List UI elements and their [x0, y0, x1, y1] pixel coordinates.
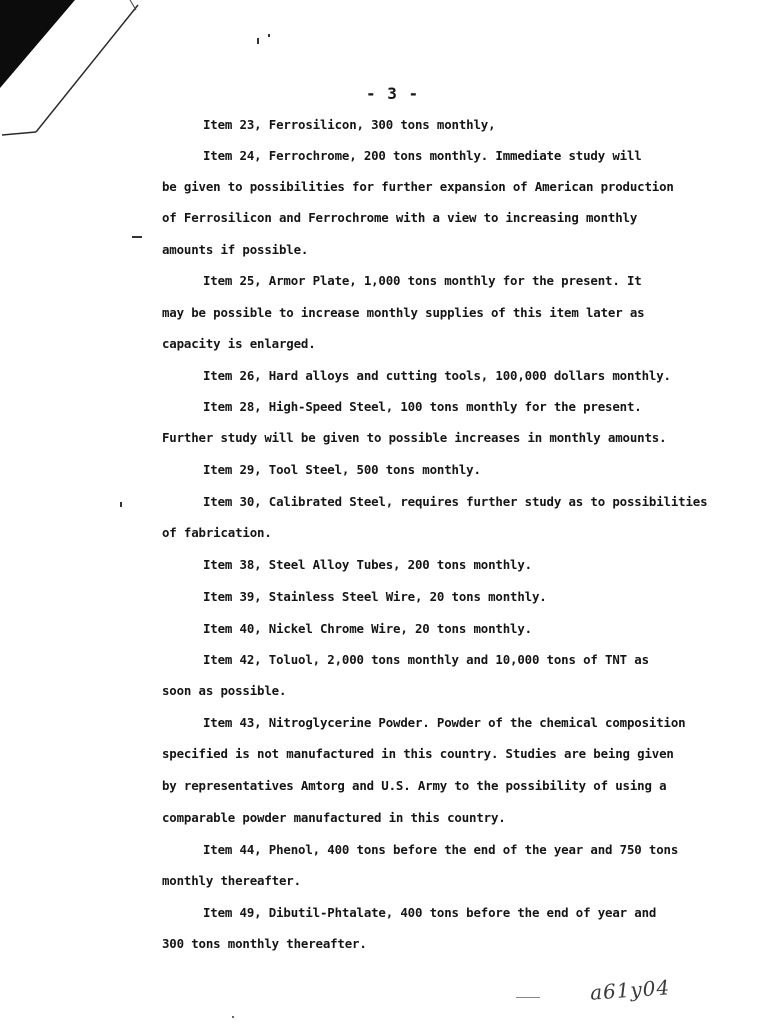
text-line: Item 40, Nickel Chrome Wire, 20 tons monthly. — [203, 621, 532, 636]
scan-speck — [268, 34, 270, 37]
text-line: Item 39, Stainless Steel Wire, 20 tons monthly. — [203, 589, 547, 604]
text-line: Item 29, Tool Steel, 500 tons monthly. — [203, 462, 481, 477]
text-line: amounts if possible. — [162, 242, 309, 257]
text-line: Item 38, Steel Alloy Tubes, 200 tons monthly. — [203, 557, 532, 572]
text-line: by representatives Amtorg and U.S. Army to the possibility of using a — [162, 778, 667, 793]
text-line: capacity is enlarged. — [162, 336, 316, 351]
scan-speck — [120, 502, 122, 507]
text-line: of fabrication. — [162, 525, 272, 540]
text-line: be given to possibilities for further expansion of American production — [162, 179, 674, 194]
text-line: Item 44, Phenol, 400 tons before the end of the year and 750 tons — [203, 842, 679, 857]
text-line: Item 24, Ferrochrome, 200 tons monthly. Immediate study will — [203, 148, 642, 163]
handwritten-reference-number: a61y04 — [589, 975, 671, 1005]
text-line: Further study will be given to possible increases in monthly amounts. — [162, 430, 667, 445]
text-line: Item 42, Toluol, 2,000 tons monthly and 10,000 tons of TNT as — [203, 652, 649, 667]
text-line: 300 tons monthly thereafter. — [162, 936, 367, 951]
text-line: Item 30, Calibrated Steel, requires further study as to possibilities — [203, 494, 708, 509]
text-line: Item 26, Hard alloys and cutting tools, 100,000 dollars monthly. — [203, 368, 671, 383]
scan-speck — [516, 997, 540, 998]
text-line: monthly thereafter. — [162, 873, 301, 888]
text-line: soon as possible. — [162, 683, 287, 698]
folded-corner-mark — [0, 0, 140, 140]
text-line: Item 23, Ferrosilicon, 300 tons monthly, — [203, 117, 496, 132]
scan-speck — [257, 38, 259, 44]
text-line: specified is not manufactured in this country. Studies are being given — [162, 746, 674, 761]
text-line: Item 43, Nitroglycerine Powder. Powder of the chemical composition — [203, 715, 686, 730]
text-line: Item 28, High-Speed Steel, 100 tons monthly for the present. — [203, 399, 642, 414]
text-line: of Ferrosilicon and Ferrochrome with a view to increasing monthly — [162, 210, 638, 225]
text-line: may be possible to increase monthly supplies of this item later as — [162, 305, 645, 320]
text-line: Item 25, Armor Plate, 1,000 tons monthly for the present. It — [203, 273, 642, 288]
text-line: Item 49, Dibutil-Phtalate, 400 tons before the end of year and — [203, 905, 657, 920]
text-line: comparable powder manufactured in this country. — [162, 810, 506, 825]
scan-speck — [232, 1016, 234, 1018]
scan-speck — [132, 236, 142, 238]
page-number: - 3 - — [366, 84, 420, 103]
